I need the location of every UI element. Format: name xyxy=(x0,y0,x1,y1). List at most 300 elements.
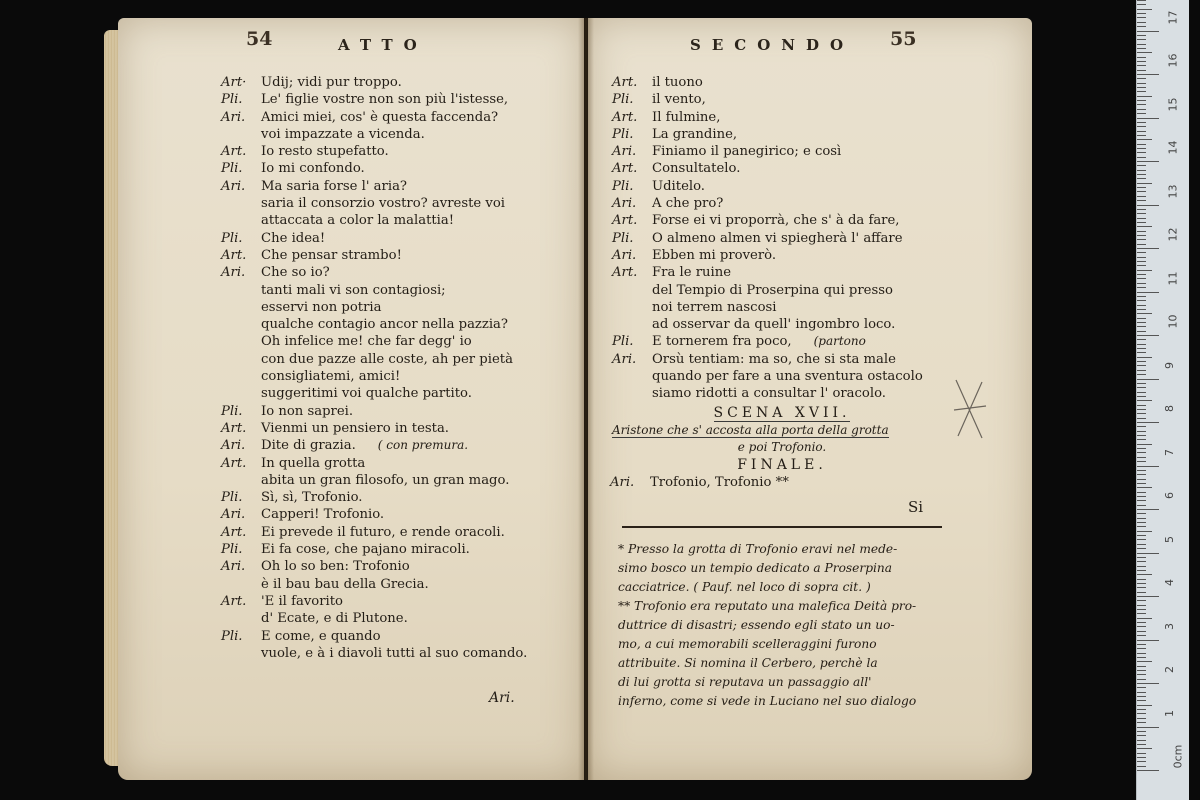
ruler-tick xyxy=(1137,157,1146,158)
ruler-tick xyxy=(1137,518,1146,519)
ruler-tick xyxy=(1137,479,1146,480)
text-line xyxy=(612,282,952,299)
footnote-line: attribuite. Si nomina il Cerbero, perchè la xyxy=(618,656,878,670)
footnote-line: mo, a cui memorabili scelleraggini furono xyxy=(618,637,877,651)
ruler-tick xyxy=(1137,740,1146,741)
ruler-tick xyxy=(1137,748,1152,749)
ruler-tick xyxy=(1137,300,1146,301)
text-line xyxy=(221,195,571,212)
ruler-tick xyxy=(1137,339,1146,340)
scene-direction-2: e poi Trofonio. xyxy=(737,440,827,455)
speaker-label: Pli. xyxy=(612,334,634,350)
ruler-tick xyxy=(1137,261,1146,262)
footnotes xyxy=(618,540,948,711)
text-line xyxy=(221,610,571,627)
ruler-tick xyxy=(1137,770,1159,771)
ruler-tick xyxy=(1137,753,1146,754)
line-text: 'E il favorito xyxy=(261,593,343,609)
page-number-right: 55 xyxy=(890,28,917,50)
ruler-tick xyxy=(1137,309,1146,310)
line-text: Che so io? xyxy=(261,265,330,281)
line-text: Ma saria forse l' aria? xyxy=(261,178,408,194)
ruler-tick xyxy=(1137,409,1146,410)
finale-line: Ari. Trofonio, Trofonio ** xyxy=(610,474,789,490)
ruler-tick xyxy=(1137,287,1146,288)
text-line xyxy=(221,212,571,229)
ruler-number: 12 xyxy=(1166,227,1180,242)
ruler-number: 15 xyxy=(1166,97,1180,111)
ruler-tick xyxy=(1137,727,1159,728)
ruler-tick xyxy=(1137,661,1152,662)
text-line xyxy=(612,74,952,91)
ruler-tick xyxy=(1137,635,1146,636)
ruler-tick xyxy=(1137,109,1146,110)
ruler-tick xyxy=(1137,466,1159,467)
line-text: vuole, e à i diavoli tutti al suo comando. xyxy=(261,645,528,661)
ruler-tick xyxy=(1137,39,1146,40)
ruler-tick xyxy=(1137,292,1159,293)
ruler-tick xyxy=(1137,222,1146,223)
ruler-tick xyxy=(1137,461,1146,462)
ruler-tick xyxy=(1137,435,1146,436)
ruler-tick xyxy=(1137,679,1146,680)
ruler-tick xyxy=(1137,209,1146,210)
text-line xyxy=(221,437,571,454)
ruler-tick xyxy=(1137,78,1146,79)
ruler-tick xyxy=(1137,174,1146,175)
line-text: Dite di grazia. xyxy=(261,438,356,454)
ruler-tick xyxy=(1137,687,1146,688)
text-line xyxy=(221,506,571,523)
line-text: del Tempio di Proserpina qui presso xyxy=(652,282,893,298)
speaker-label: Ari. xyxy=(221,178,246,194)
line-text: qualche contagio ancor nella pazzia? xyxy=(261,317,508,333)
ruler-tick xyxy=(1137,700,1146,701)
text-line xyxy=(221,541,571,558)
speaker-label: Pli. xyxy=(221,403,243,419)
ruler-tick xyxy=(1137,731,1146,732)
ruler-tick xyxy=(1137,653,1146,654)
ruler-tick xyxy=(1137,526,1146,527)
ruler-number: 4 xyxy=(1163,579,1176,586)
line-text: Io non saprei. xyxy=(261,403,354,419)
running-header-right: SECONDO xyxy=(690,36,855,54)
ruler-tick xyxy=(1137,331,1146,332)
line-text: E come, e quando xyxy=(261,628,381,644)
left-page-text xyxy=(221,74,571,662)
text-line xyxy=(612,299,952,316)
ruler-tick xyxy=(1137,70,1146,71)
text-line xyxy=(221,576,571,593)
ruler-tick xyxy=(1137,492,1146,493)
ruler-tick xyxy=(1137,218,1146,219)
ruler-tick xyxy=(1137,100,1146,101)
line-text: Che pensar strambo! xyxy=(261,247,402,263)
speaker-label: Ari. xyxy=(221,507,246,523)
line-text: il vento, xyxy=(652,92,706,108)
ruler-tick xyxy=(1137,22,1146,23)
ruler-tick xyxy=(1137,692,1146,693)
ruler-tick xyxy=(1137,570,1146,571)
ruler-tick xyxy=(1137,548,1146,549)
speaker-label: Art. xyxy=(612,75,638,90)
ruler-tick xyxy=(1137,487,1152,488)
left-catchword: Ari. xyxy=(489,690,515,706)
text-line xyxy=(221,74,571,91)
ruler-tick xyxy=(1137,500,1146,501)
ruler-tick xyxy=(1137,231,1146,232)
scene-direction: Aristone che s' accosta alla porta della grotta xyxy=(612,422,889,437)
footnote-line: ** Trofonio era reputato una malefica Deità pro- xyxy=(618,599,917,613)
speaker: Ari. xyxy=(610,474,635,490)
ruler-tick xyxy=(1137,365,1146,366)
running-header-left: ATTO xyxy=(338,36,428,54)
ruler-tick xyxy=(1137,583,1146,584)
ruler-tick xyxy=(1137,379,1159,380)
ruler-tick xyxy=(1137,83,1146,84)
text-line xyxy=(221,628,571,645)
ruler-tick xyxy=(1137,396,1146,397)
book-gutter xyxy=(578,18,594,780)
line-text: d' Ecate, e di Plutone. xyxy=(261,611,408,627)
ruler-tick xyxy=(1137,592,1146,593)
ruler-tick xyxy=(1137,392,1146,393)
ruler-tick xyxy=(1137,139,1152,140)
text-line xyxy=(612,385,952,402)
line-text: Uditelo. xyxy=(652,178,705,194)
ruler-tick xyxy=(1137,96,1152,97)
right-catchword: Si xyxy=(908,498,924,516)
line-text: Io resto stupefatto. xyxy=(261,144,389,160)
text-line xyxy=(221,178,571,195)
line-text: E tornerem fra poco, xyxy=(652,334,792,350)
line-text: noi terrem nascosi xyxy=(652,299,777,315)
ruler-tick xyxy=(1137,483,1146,484)
speaker-label: Art. xyxy=(612,265,638,281)
scene-title: SCENA XVII. xyxy=(713,404,851,421)
line-text: Vienmi un pensiero in testa. xyxy=(261,420,449,436)
ruler-tick xyxy=(1137,4,1146,5)
ruler-tick xyxy=(1137,26,1146,27)
line-text: Forse ei vi proporrà, che s' à da fare, xyxy=(652,213,900,229)
line-text: Le' figlie vostre non son più l'istesse, xyxy=(261,92,509,108)
footnote-rule xyxy=(622,526,942,528)
ruler-tick xyxy=(1137,348,1146,349)
text-line xyxy=(612,178,952,195)
text-line xyxy=(612,351,952,368)
ruler-tick xyxy=(1137,87,1146,88)
text-line xyxy=(221,160,571,177)
line-text: Ei fa cose, che pajano miracoli. xyxy=(261,542,470,558)
text-line xyxy=(221,593,571,610)
text-line xyxy=(221,230,571,247)
right-page-text xyxy=(612,74,952,491)
text-line xyxy=(221,282,571,299)
line-text: Oh lo so ben: Trofonio xyxy=(261,559,410,575)
ruler-number: 3 xyxy=(1163,622,1176,630)
footnote-line: inferno, come si vede in Luciano nel suo dialogo xyxy=(618,694,917,708)
speaker-label: Ari. xyxy=(221,265,246,281)
ruler-tick xyxy=(1137,613,1146,614)
text-line xyxy=(221,472,571,489)
text-line xyxy=(221,351,571,368)
ruler-tick xyxy=(1137,322,1146,323)
ruler-number: 1 xyxy=(1163,709,1176,717)
stage-direction: (partono xyxy=(813,334,866,349)
ruler-tick xyxy=(1137,200,1146,201)
speaker-label: Art. xyxy=(221,420,247,436)
footnote-line: * Presso la grotta di Trofonio eravi nel mede- xyxy=(618,542,898,556)
ruler-number: 7 xyxy=(1163,448,1176,456)
ruler-tick xyxy=(1137,122,1146,123)
ruler-tick xyxy=(1137,539,1146,540)
ruler-tick xyxy=(1137,48,1146,49)
ruler-tick xyxy=(1137,766,1146,767)
ruler-tick xyxy=(1137,626,1146,627)
ruler-tick xyxy=(1137,196,1146,197)
text-line xyxy=(612,264,952,281)
speaker-label: Ari. xyxy=(221,559,246,575)
line-text: Ebben mi proverò. xyxy=(652,247,777,263)
line-text: Capperi! Trofonio. xyxy=(261,507,385,523)
text-line xyxy=(612,109,952,126)
ruler-tick xyxy=(1137,596,1159,597)
ruler-tick xyxy=(1137,744,1146,745)
ruler-tick xyxy=(1137,278,1146,279)
line-text: esservi non potria xyxy=(261,299,382,315)
line-text: Fra le ruine xyxy=(652,265,732,281)
speaker-label: Pli. xyxy=(221,92,243,108)
ruler-tick xyxy=(1137,566,1146,567)
speaker-label: Art. xyxy=(612,161,638,177)
ruler-tick xyxy=(1137,118,1159,119)
line-text: tanti mali vi son contagiosi; xyxy=(261,282,446,298)
ruler-tick xyxy=(1137,474,1146,475)
speaker-label: Ari. xyxy=(221,109,246,125)
line-text: Consultatelo. xyxy=(652,161,741,177)
ruler-tick xyxy=(1137,244,1146,245)
ruler-tick xyxy=(1137,113,1146,114)
stage-direction: ( con premura. xyxy=(377,438,469,453)
line-text: attaccata a color la malattia! xyxy=(261,213,455,229)
line-text: Ei prevede il futuro, e rende oracoli. xyxy=(261,524,505,540)
ruler-tick xyxy=(1137,313,1152,314)
ruler-tick xyxy=(1137,65,1146,66)
ruler-tick xyxy=(1137,600,1146,601)
ruler-tick xyxy=(1137,213,1146,214)
text-line xyxy=(221,299,571,316)
line-text: quando per fare a una sventura ostacolo xyxy=(652,369,923,385)
ruler-number: 13 xyxy=(1166,184,1180,198)
ruler-tick xyxy=(1137,553,1159,554)
ruler-tick xyxy=(1137,13,1146,14)
ruler-tick xyxy=(1137,670,1146,671)
line-text: siamo ridotti a consultar l' oracolo. xyxy=(652,386,886,402)
ruler-number: 11 xyxy=(1166,271,1180,285)
ruler-tick xyxy=(1137,605,1146,606)
text-line xyxy=(612,195,952,212)
speaker-label: Ari. xyxy=(612,351,637,367)
ruler-tick xyxy=(1137,165,1146,166)
text-line xyxy=(612,143,952,160)
line-text: Amici miei, cos' è questa faccenda? xyxy=(261,109,499,125)
ruler-tick xyxy=(1137,431,1146,432)
ruler-tick xyxy=(1137,265,1146,266)
text-line xyxy=(612,247,952,264)
text-line xyxy=(221,524,571,541)
text-line xyxy=(612,126,952,143)
line-text: consigliatemi, amici! xyxy=(261,369,401,385)
speaker-label: Pli. xyxy=(612,230,634,246)
ruler-number: 10 xyxy=(1166,314,1180,329)
text-line xyxy=(612,91,952,108)
ruler-tick xyxy=(1137,131,1146,132)
ruler-tick xyxy=(1137,357,1152,358)
ruler-tick xyxy=(1137,104,1146,105)
right-dialogue xyxy=(612,74,952,403)
ruler-tick xyxy=(1137,761,1146,762)
speaker-label: Art. xyxy=(221,247,247,263)
ruler-number: 6 xyxy=(1163,492,1176,499)
ruler-tick xyxy=(1137,61,1146,62)
ruler-tick xyxy=(1137,609,1146,610)
speaker-label: Art. xyxy=(612,109,638,125)
line-text: Sì, sì, Trofonio. xyxy=(261,490,363,506)
line-text: Udij; vidi pur troppo. xyxy=(261,75,402,90)
ruler-tick xyxy=(1137,152,1146,153)
ruler-tick xyxy=(1137,666,1146,667)
ruler-tick xyxy=(1137,418,1146,419)
ruler-tick xyxy=(1137,648,1146,649)
ruler-tick xyxy=(1137,335,1159,336)
speaker-label: Pli. xyxy=(612,92,634,108)
ruler-tick xyxy=(1137,370,1146,371)
ruler-tick xyxy=(1137,374,1146,375)
speaker-label: Ari. xyxy=(612,247,637,263)
line-text: con due pazze alle coste, ah per pietà xyxy=(261,351,513,367)
speaker-label: Art· xyxy=(221,75,247,90)
ruler-number: 14 xyxy=(1166,140,1180,155)
line-text: A che pro? xyxy=(652,196,724,212)
ruler-tick xyxy=(1137,57,1146,58)
ruler-tick xyxy=(1137,148,1146,149)
ruler-tick xyxy=(1137,622,1146,623)
ruler-number: 16 xyxy=(1166,53,1180,68)
ruler-tick xyxy=(1137,239,1146,240)
ruler-tick xyxy=(1137,505,1146,506)
line-text: Orsù tentiam: ma so, che si sta male xyxy=(652,351,896,367)
ruler-tick xyxy=(1137,135,1146,136)
ruler-tick xyxy=(1137,718,1146,719)
ruler-number: 17 xyxy=(1166,10,1180,24)
speaker-label: Art. xyxy=(221,524,247,540)
text-line xyxy=(221,143,571,160)
speaker-label: Pli. xyxy=(221,161,243,177)
ruler-tick xyxy=(1137,283,1146,284)
text-line xyxy=(221,455,571,472)
text-line xyxy=(221,91,571,108)
speaker-label: Pli. xyxy=(221,490,243,506)
ruler-tick xyxy=(1137,722,1146,723)
line-text: Il fulmine, xyxy=(652,109,721,125)
ruler-tick xyxy=(1137,248,1159,249)
ruler-tick xyxy=(1137,618,1152,619)
ruler-tick xyxy=(1137,713,1146,714)
ruler-tick xyxy=(1137,422,1159,423)
line-text: abita un gran filosofo, un gran mago. xyxy=(261,472,510,488)
ruler-tick xyxy=(1137,496,1146,497)
ruler-tick xyxy=(1137,0,1146,1)
line-text: suggeritimi voi qualche partito. xyxy=(261,386,472,402)
text-line xyxy=(221,558,571,575)
ruler-tick xyxy=(1137,457,1146,458)
ruler-tick xyxy=(1137,696,1146,697)
text-line xyxy=(221,368,571,385)
ruler-tick xyxy=(1137,757,1146,758)
speaker-label: Pli. xyxy=(221,542,243,558)
line-text: La grandine, xyxy=(652,126,738,142)
line-text: In quella grotta xyxy=(261,455,366,471)
speaker-label: Pli. xyxy=(612,126,634,142)
text-line xyxy=(221,316,571,333)
ruler-tick xyxy=(1137,579,1146,580)
ruler-tick xyxy=(1137,91,1146,92)
measuring-ruler xyxy=(1136,0,1189,800)
ruler-tick xyxy=(1137,522,1146,523)
ruler-tick xyxy=(1137,31,1159,32)
text-line xyxy=(612,160,952,177)
ruler-tick xyxy=(1137,144,1146,145)
ruler-number: 9 xyxy=(1163,361,1176,369)
ruler-tick xyxy=(1137,183,1152,184)
text-line xyxy=(221,420,571,437)
text-line xyxy=(221,126,571,143)
ruler-tick xyxy=(1137,444,1152,445)
ruler-tick xyxy=(1137,735,1146,736)
ruler-tick xyxy=(1137,674,1146,675)
ruler-tick xyxy=(1137,257,1146,258)
text-line xyxy=(221,489,571,506)
ruler-number: 0cm xyxy=(1171,744,1185,769)
ruler-tick xyxy=(1137,326,1146,327)
line-text: Oh infelice me! che far degg' io xyxy=(261,334,472,350)
speaker-label: Ari. xyxy=(612,196,637,212)
speaker-label: Art. xyxy=(221,455,247,471)
ruler-tick xyxy=(1137,509,1159,510)
ruler-tick xyxy=(1137,126,1146,127)
ruler-tick xyxy=(1137,531,1152,532)
text-line xyxy=(221,247,571,264)
line-text: Finiamo il panegirico; e così xyxy=(652,144,842,160)
speaker-label: Art. xyxy=(612,213,638,229)
ruler-tick xyxy=(1137,400,1152,401)
ruler-tick xyxy=(1137,352,1146,353)
text-line xyxy=(612,316,952,333)
ruler-tick xyxy=(1137,191,1146,192)
ruler-tick xyxy=(1137,657,1146,658)
ruler-tick xyxy=(1137,405,1146,406)
ruler-tick xyxy=(1137,252,1146,253)
ruler-tick xyxy=(1137,640,1159,641)
ruler-tick xyxy=(1137,305,1146,306)
ruler-tick xyxy=(1137,35,1146,36)
text-line xyxy=(612,368,952,385)
ruler-tick xyxy=(1137,387,1146,388)
text-line xyxy=(221,385,571,402)
ruler-tick xyxy=(1137,235,1146,236)
text-line xyxy=(612,212,952,229)
line-text: O almeno almen vi spiegherà l' affare xyxy=(652,230,903,246)
